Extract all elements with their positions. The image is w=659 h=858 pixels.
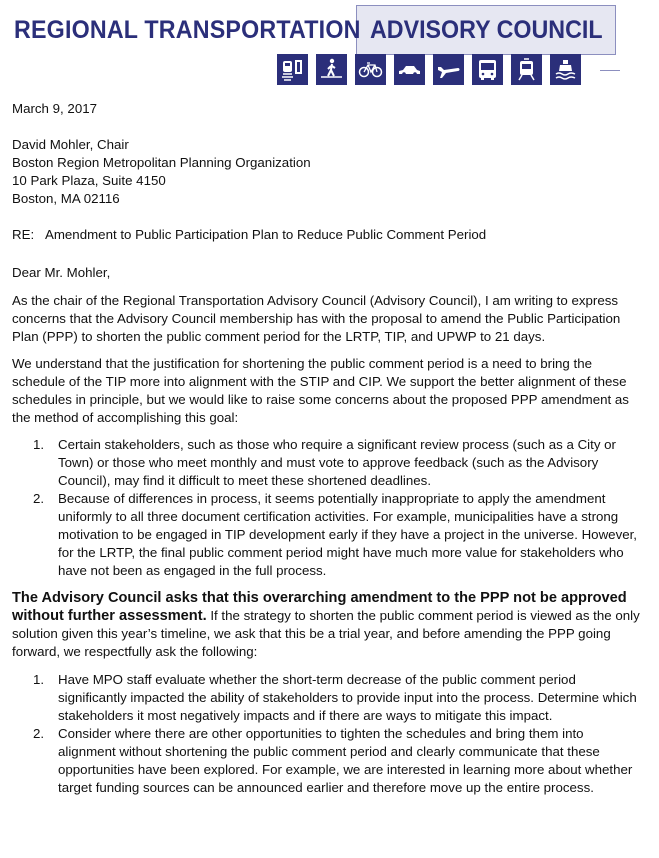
list-item: 1. Have MPO staff evaluate whether the short-term decrease of the public comment period significantly impacted the ability of stakeholders to provide input into the process. Determine which stakeholders it most negatively impacts and if there are ways to mitigate this impact. <box>33 672 637 723</box>
re-subject: Amendment to Public Participation Plan to Reduce Public Comment Period <box>44 227 487 242</box>
bicycle-icon <box>355 54 386 85</box>
recipient-organization: Boston Region Metropolitan Planning Organization <box>12 155 311 170</box>
bus-icon <box>472 54 503 85</box>
org-title-regional-transportation: REGIONAL TRANSPORTATION <box>14 16 361 44</box>
paragraph-intro: As the chair of the Regional Transportation Advisory Council (Advisory Council), I am writing to express concerns that the Advisory Council membership has with the proposal to amend the Public Participation Plan (PPP) to shorten the public comment period for the LRTP, TIP, and UPWP to 21 days. <box>12 293 621 344</box>
list-item: 2. Consider where there are other opportunities to tighten the schedules and bring them into alignment without shortening the public comment period and clearly communicate that these opportunities have been explored. For example, we are interested in learning more about whether target funding sources can be announced earlier and therefore move up the entire process. <box>33 726 633 795</box>
requests-list <box>12 671 644 797</box>
subway-icon <box>511 54 542 85</box>
subject-line <box>12 226 644 244</box>
connector-line <box>600 70 620 71</box>
letter-body <box>12 100 644 806</box>
concerns-list <box>12 436 644 580</box>
paragraph-justification: We understand that the justification for shortening the public comment period is a need to bring the schedule of the TIP more into alignment with the STIP and CIP. We support the better alignment of these schedules in principle, but we would like to raise some concerns about the proposed PPP amendment as the method of accomplishing this goal: <box>12 356 629 425</box>
re-label: RE: <box>12 227 35 242</box>
letter-date: March 9, 2017 <box>12 101 98 116</box>
recipient-street: 10 Park Plaza, Suite 4150 <box>12 173 166 188</box>
salutation: Dear Mr. Mohler, <box>12 265 111 280</box>
car-icon <box>394 54 425 85</box>
letterhead <box>0 0 659 92</box>
pedestrian-icon <box>316 54 347 85</box>
list-item: 2. Because of differences in process, it seems potentially inappropriate to apply the amendment uniformly to all three document certification activities. For example, municipalities have a strong motivation to be engaged in TIP development early if they have a project in the universe. However, for the LRTP, the final public comment period might have much more value for stakeholders who have not been as engaged in the full process. <box>33 491 638 578</box>
list-item: 1. Certain stakeholders, such as those who require a significant review process (such as a City or Town) or those who meet monthly and must vote to approve feedback (such as the Advisory Council), may find it difficult to meet these shortened deadlines. <box>33 437 616 488</box>
recipient-address <box>12 136 644 208</box>
transport-mode-icons <box>277 54 581 85</box>
recipient-name: David Mohler, Chair <box>12 137 129 152</box>
recipient-city: Boston, MA 02116 <box>12 191 120 206</box>
airplane-icon <box>433 54 464 85</box>
request-emphasis: The Advisory Council asks that this overarching amendment to the PPP not be approved without further assessment. <box>12 590 627 624</box>
commuter-rail-icon <box>277 54 308 85</box>
org-title-advisory-council: ADVISORY COUNCIL <box>370 16 603 44</box>
paragraph-request: The Advisory Council asks that this overarching amendment to the PPP not be approved without further assessment. If the strategy to shorten the public comment period is viewed as the only solution given this year’s timeline, we ask that this be a trial year, and before amending the PPP going forward, we respectfully ask the following: <box>12 590 640 659</box>
ferry-icon <box>550 54 581 85</box>
